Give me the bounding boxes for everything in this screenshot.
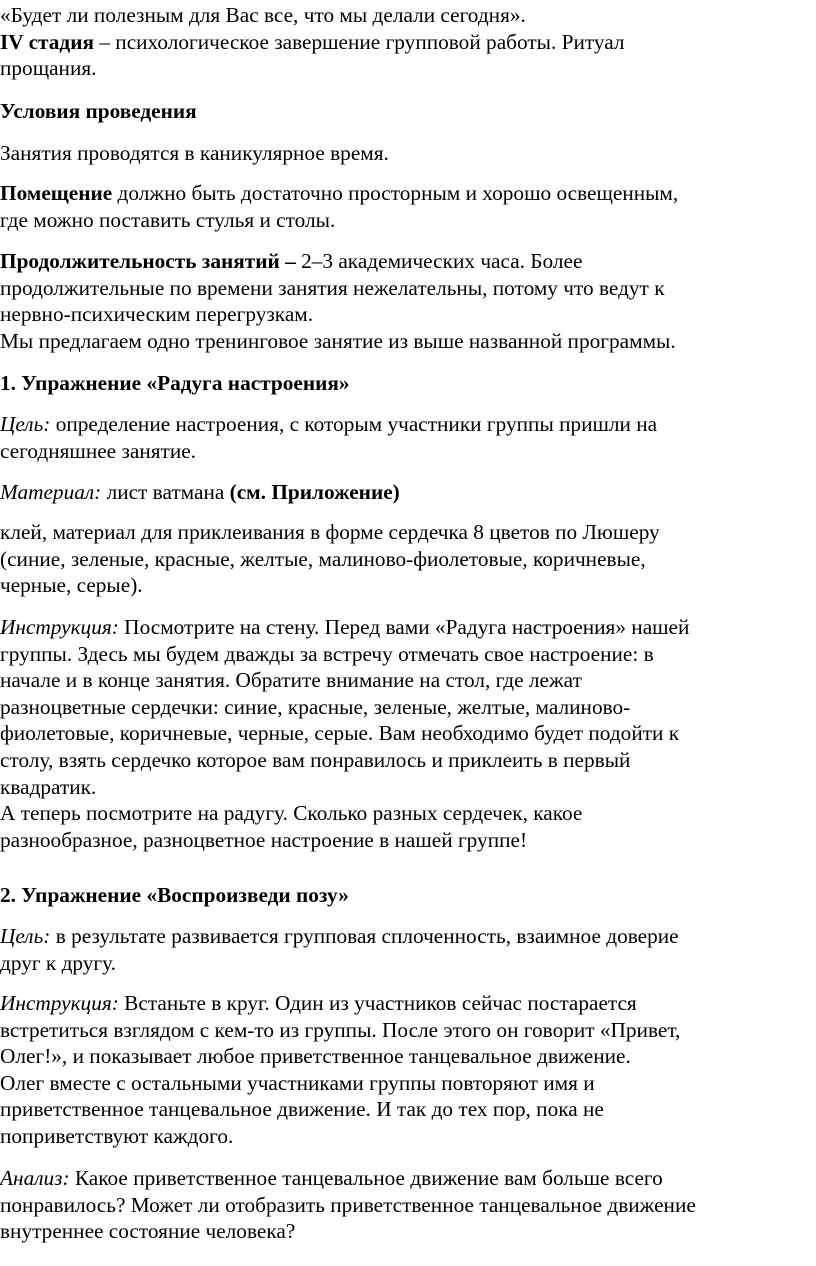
exercise2-instruction <box>0 990 816 1150</box>
instruction-text-2: группы. Здесь мы будем дважды за встречу отмечать свое настроение: в <box>0 641 654 666</box>
exercise1-heading: 1. Упражнение «Радуга настроения» <box>0 371 350 395</box>
exercise2-heading: 2. Упражнение «Воспроизведи позу» <box>0 883 349 907</box>
instruction-text-9: разнообразное, разноцветное настроение в нашей группе! <box>0 827 528 852</box>
goal-text-ex2: в результате развивается групповая сплоченность, взаимное доверие <box>50 924 679 948</box>
duration-text: 2–3 академических часа. Более <box>295 249 583 273</box>
analysis-text-1: Какое приветственное танцевальное движение вам больше всего <box>69 1166 663 1190</box>
conditions-duration <box>0 248 816 354</box>
conditions-heading-block <box>0 98 816 125</box>
instruction-text-8: А теперь посмотрите на радугу. Сколько разных сердечек, какое <box>0 801 583 826</box>
exercise1-glue <box>0 519 816 599</box>
goal-text-ex2-2: друг к другу. <box>0 950 117 975</box>
instruction-text-1: Посмотрите на стену. Перед вами «Радуга настроения» нашей <box>118 615 690 639</box>
room-label: Помещение <box>0 181 113 205</box>
exercise1-heading-block <box>0 370 816 397</box>
material-text: лист ватмана <box>101 480 230 504</box>
goal-text: определение настроения, с которым участники группы пришли на <box>50 412 658 436</box>
room-text-2: где можно поставить стулья и столы. <box>0 207 336 232</box>
exercise1-material <box>0 479 816 506</box>
material-label: Материал: <box>0 480 102 504</box>
instruction-text-6: столу, взять сердечко которое вам понравилось и приклеить в первый <box>0 747 631 772</box>
analysis-label: Анализ: <box>0 1166 70 1190</box>
analysis-text-2: понравилось? Может ли отобразить приветственное танцевальное движение <box>0 1192 696 1217</box>
duration-text-2: продолжительные по времени занятия нежелательны, потому что ведут к <box>0 275 665 300</box>
duration-text-3: нервно-психическим перегрузкам. <box>0 302 314 327</box>
stage-line-2: прощания. <box>0 56 97 81</box>
intro-section <box>0 2 816 82</box>
goal-text-2: сегодняшнее занятие. <box>0 438 196 463</box>
room-text: должно быть достаточно просторным и хорошо освещенным, <box>112 181 679 205</box>
exercise2-heading-block <box>0 882 816 909</box>
ex2-instruction-4: Олег вместе с остальными участниками группы повторяют имя и <box>0 1070 595 1095</box>
time-text: Занятия проводятся в каникулярное время. <box>0 141 389 165</box>
exercise2-analysis <box>0 1165 816 1245</box>
glue-text-2: (синие, зеленые, красные, желтые, малиново-фиолетовые, коричневые, <box>0 546 646 571</box>
analysis-text-3: внутреннее состояние человека? <box>0 1219 296 1244</box>
instruction-text-5: фиолетовые, коричневые, черные, серые. Вам необходимо будет подойти к <box>0 721 680 746</box>
conditions-heading: Условия проведения <box>0 99 197 123</box>
exercise1-instruction <box>0 614 816 853</box>
instruction-text-7: квадратик. <box>0 774 97 799</box>
conditions-room <box>0 180 816 233</box>
quote-line: «Будет ли полезным для Вас все, что мы делали сегодня». <box>0 3 526 27</box>
material-appendix: (см. Приложение) <box>229 480 400 504</box>
instruction-text-3: начале и в конце занятия. Обратите внимание на стол, где лежат <box>0 668 582 693</box>
duration-label: Продолжительность занятий – <box>0 249 296 273</box>
glue-text-3: черные, серые). <box>0 573 143 598</box>
goal-label-2: Цель: <box>0 924 51 948</box>
stage-label: IV стадия <box>0 29 94 54</box>
conditions-time <box>0 140 816 167</box>
instruction-text-4: разноцветные сердечки: синие, красные, зеленые, желтые, малиново- <box>0 694 631 719</box>
ex2-instruction-2: встретиться взглядом с кем-то из группы. После этого он говорит «Привет, <box>0 1017 681 1042</box>
goal-label: Цель: <box>0 412 51 436</box>
offer-text: Мы предлагаем одно тренинговое занятие из выше названной программы. <box>0 328 676 353</box>
ex2-instruction-3: Олег!», и показывает любое приветственное танцевальное движение. <box>0 1044 631 1069</box>
ex2-instruction-1: Встаньте в круг. Один из участников сейчас постарается <box>118 991 637 1015</box>
instruction-label: Инструкция: <box>0 615 119 639</box>
instruction-label-2: Инструкция: <box>0 991 119 1015</box>
ex2-instruction-6: поприветствуют каждого. <box>0 1123 234 1148</box>
glue-text-1: клей, материал для приклеивания в форме сердечка 8 цветов по Люшеру <box>0 520 660 544</box>
ex2-instruction-5: приветственное танцевальное движение. И так до тех пор, пока не <box>0 1097 604 1122</box>
exercise2-goal <box>0 923 816 976</box>
exercise1-goal <box>0 411 816 464</box>
stage-line <box>0 29 816 56</box>
stage-text: – психологическое завершение групповой работы. Ритуал <box>94 29 625 54</box>
